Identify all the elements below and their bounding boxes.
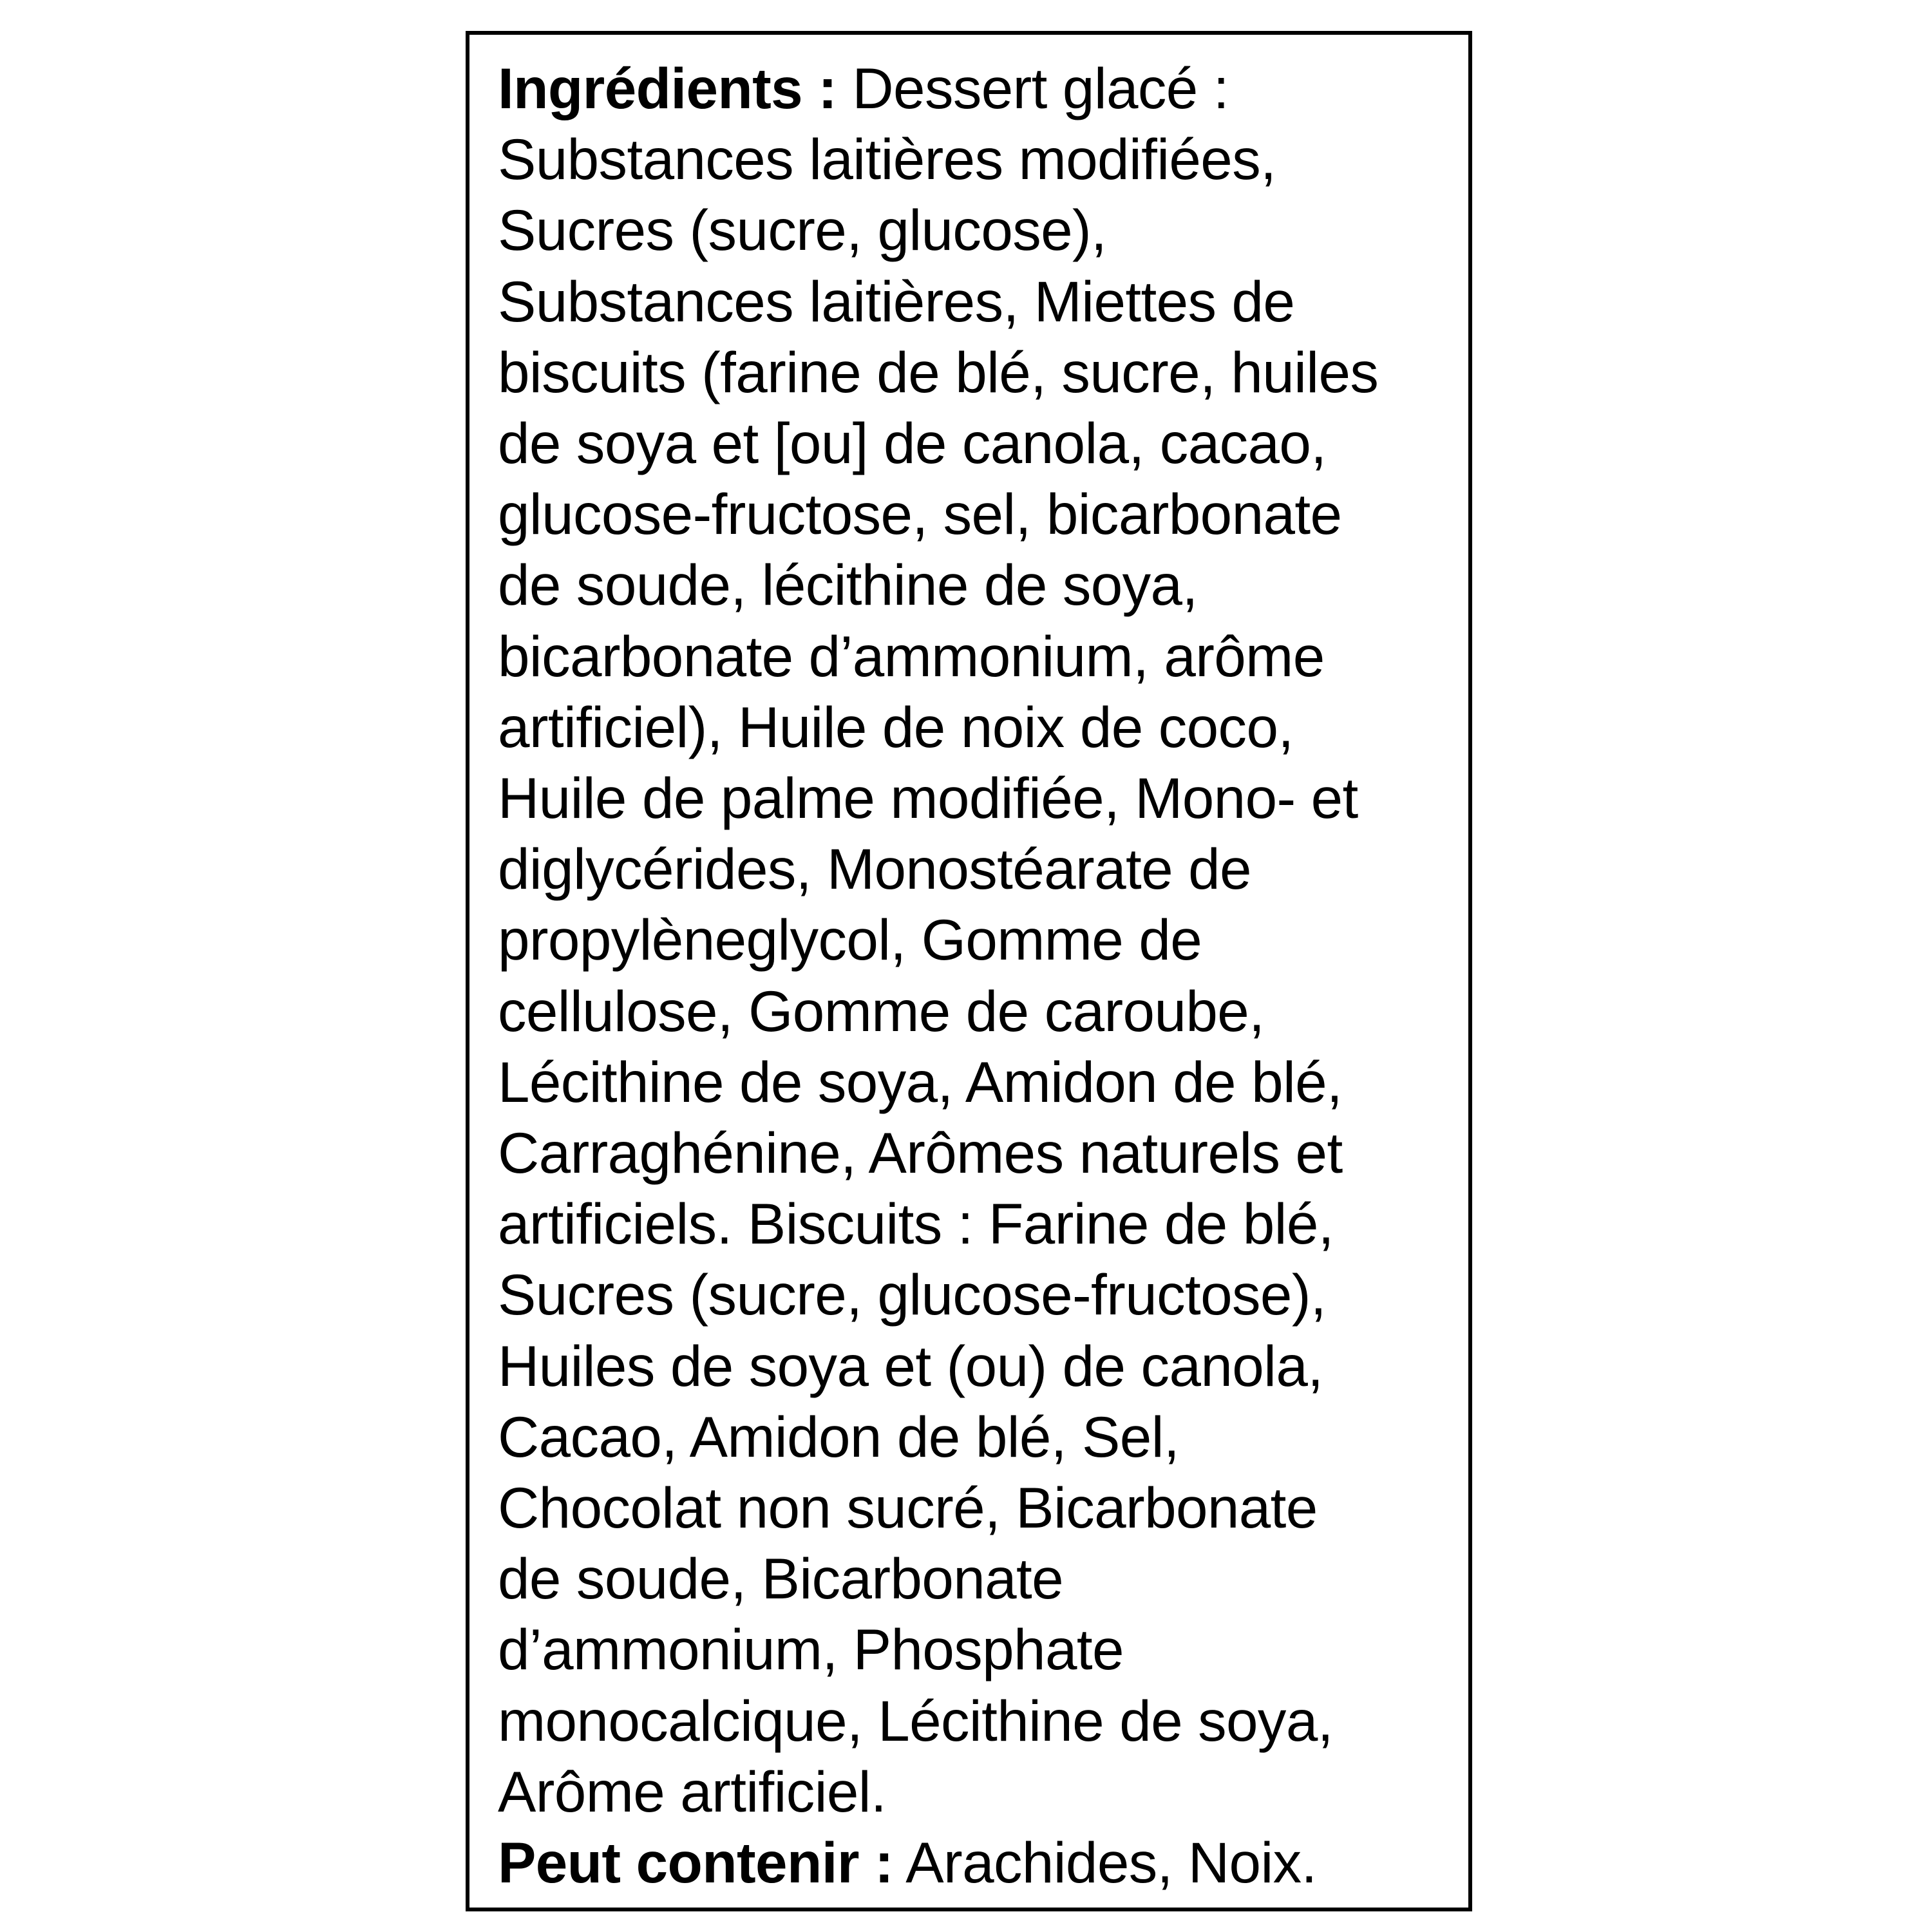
ingredients-line: cellulose, Gomme de caroube, (498, 978, 1265, 1043)
ingredients-line: Huiles de soya et (ou) de canola, (498, 1333, 1323, 1398)
ingredients-heading: Ingrédients : (498, 56, 837, 120)
ingredients-line: monocalcique, Lécithine de soya, (498, 1688, 1333, 1753)
ingredients-line: de soya et [ou] de canola, cacao, (498, 411, 1327, 476)
may-contain-line (498, 1827, 1449, 1898)
ingredients-line: diglycérides, Monostéarate de (498, 837, 1251, 902)
ingredients-line: biscuits (farine de blé, sucre, huiles (498, 339, 1379, 404)
ingredients-line: artificiels. Biscuits : Farine de blé, (498, 1191, 1334, 1256)
ingredients-line: d’ammonium, Phosphate (498, 1617, 1124, 1682)
ingredients-line: artificiel), Huile de noix de coco, (498, 694, 1294, 759)
may-contain-heading: Peut contenir : (498, 1830, 894, 1895)
ingredients-text-block (498, 53, 1449, 1898)
ingredients-line: glucose-fructose, sel, bicarbonate (498, 482, 1342, 547)
ingredients-line: Huile de palme modifiée, Mono- et (498, 766, 1358, 831)
ingredients-line: Carraghénine, Arômes naturels et (498, 1121, 1343, 1186)
ingredients-line: Substances laitières modifiées, (498, 127, 1276, 192)
ingredients-line: Sucres (sucre, glucose-fructose), (498, 1262, 1326, 1327)
ingredients-line: bicarbonate d’ammonium, arôme (498, 623, 1325, 688)
ingredients-line: Substances laitières, Miettes de (498, 269, 1295, 334)
may-contain-text: Arachides, Noix. (893, 1830, 1317, 1895)
ingredients-line: Lécithine de soya, Amidon de blé, (498, 1049, 1343, 1114)
ingredients-line: Sucres (sucre, glucose), (498, 198, 1107, 263)
ingredients-line-text: Dessert glacé : (837, 56, 1229, 120)
ingredients-line: Cacao, Amidon de blé, Sel, (498, 1404, 1180, 1469)
ingredients-line: de soude, lécithine de soya, (498, 553, 1198, 618)
ingredients-line: Chocolat non sucré, Bicarbonate (498, 1475, 1318, 1540)
ingredients-label-box (466, 31, 1472, 1911)
ingredients-line: de soude, Bicarbonate (498, 1546, 1064, 1611)
ingredients-line: Arôme artificiel. (498, 1759, 887, 1824)
ingredients-line-1 (498, 53, 1449, 124)
ingredients-line: propylèneglycol, Gomme de (498, 907, 1202, 972)
